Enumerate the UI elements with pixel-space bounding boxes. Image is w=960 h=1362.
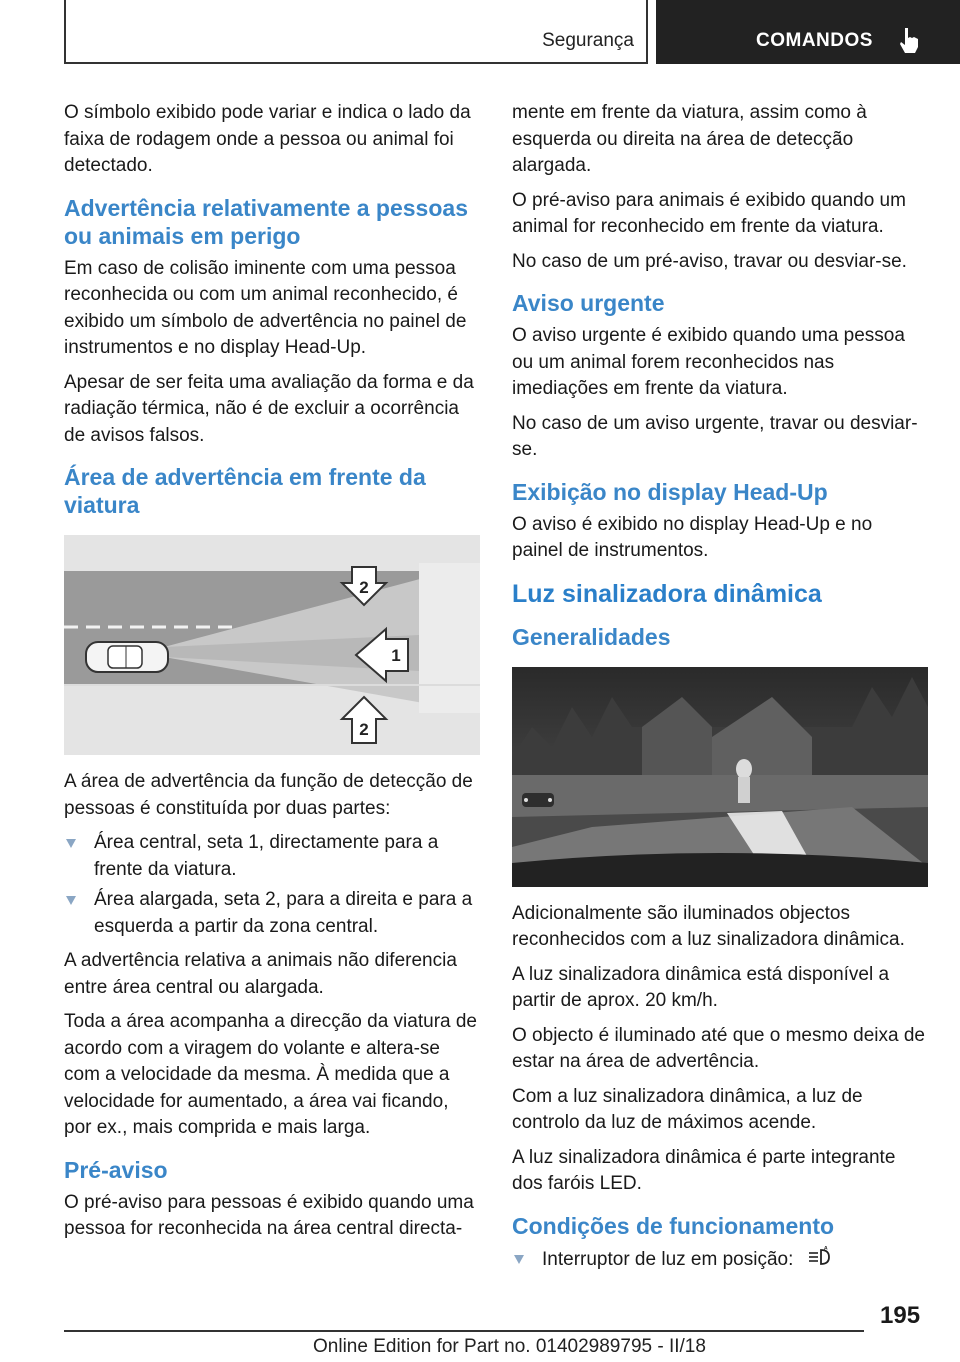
continued-paragraph: mente em frente da viatura, assim como à esquerda ou direita na área de detecção alargada. (512, 102, 867, 176)
bullet-triangle-icon (66, 896, 76, 905)
area-paragraph: A área de advertência da função de detecção de pessoas é constituída por duas partes: (64, 771, 473, 819)
warning-area-diagram (64, 535, 480, 755)
list-item: Área central, seta 1, directamente para a frente da viatura. (64, 830, 480, 883)
list-item: Área alargada, seta 2, para a direita e para a esquerda a partir da zona central. (64, 887, 480, 940)
light-paragraph-3: O objecto é iluminado até que o mesmo deixa de estar na área de advertência. (512, 1024, 925, 1072)
page-number: 195 (880, 1302, 921, 1329)
list-item: Interruptor de luz em posição: A (512, 1246, 928, 1274)
automatic-headlight-icon (807, 1246, 833, 1268)
warning-paragraph-1: Em caso de colisão iminente com uma pessoa reconhecida ou com um animal reconhecido, é exibido um símbolo de advertência no painel de instrumentos e no display Head-Up. (64, 257, 467, 358)
footer-divider (64, 1330, 864, 1332)
section-label: Segurança (542, 30, 634, 51)
conditions-bullet-list (512, 1246, 928, 1274)
chapter-tab (656, 0, 960, 64)
light-paragraph-4: Com a luz sinalizadora dinâmica, a luz de controlo da luz de máximos acende. (512, 1085, 863, 1133)
light-paragraph-2: A luz sinalizadora dinâmica está disponível a partir de aprox. 20 km/h. (512, 963, 890, 1011)
intro-paragraph: O símbolo exibido pode variar e indica o lado da faixa de rodagem onde a pessoa ou animal foi detectado. (64, 102, 471, 176)
figure-label-top: 2 (359, 578, 369, 597)
area-paragraph-3: Toda a área acompanha a direcção da viatura de acordo com a viragem do volante e altera-se com a velocidade da mesma. À medida que a velocidade for aumentado, a área vai ficando, por ex., mais comprida e mais larga. (64, 1011, 477, 1138)
left-column (64, 100, 480, 1251)
animals-paragraph: O pré-aviso para animais é exibido quando um animal for reconhecido em frente da viatura. (512, 189, 906, 237)
brake-paragraph: No caso de um pré-aviso, travar ou desviar-se. (512, 250, 907, 272)
night-scene-photo (512, 667, 928, 887)
pointing-hand-icon (896, 26, 922, 54)
prewarning-paragraph: O pré-aviso para pessoas é exibido quando uma pessoa for reconhecida na área central directa- (64, 1191, 474, 1239)
night-scene-illustration (512, 667, 928, 887)
warning-paragraph-2: Apesar de ser feita uma avaliação da forma e da radiação térmica, não é de excluir a ocorrência de avisos falsos. (64, 371, 474, 446)
bullet-triangle-icon (514, 1255, 524, 1264)
light-paragraph-1: Adicionalmente são iluminados objectos reconhecidos com a luz sinalizadora dinâmica. (512, 902, 905, 950)
heading-dynamic-light: Luz sinalizadora dinâmica (512, 579, 822, 608)
urgent-paragraph-2: No caso de um aviso urgente, travar ou desviar-se. (512, 412, 918, 460)
page-header (0, 0, 960, 66)
right-column (512, 100, 928, 1281)
figure-label-bottom: 2 (359, 720, 369, 739)
svg-text:A: A (823, 1245, 828, 1251)
bullet-triangle-icon (66, 839, 76, 848)
heading-warning: Advertência relativamente a pessoas ou animais em perigo (64, 194, 468, 249)
chapter-label: COMANDOS (756, 30, 873, 51)
area-paragraph-2: A advertência relativa a animais não diferencia entre área central ou alargada. (64, 950, 457, 998)
heading-prewarning: Pré-aviso (64, 1156, 168, 1183)
heading-general: Generalidades (512, 623, 671, 650)
car-icon (86, 642, 168, 672)
area-bullet-list (64, 830, 480, 940)
heading-conditions: Condições de funcionamento (512, 1212, 835, 1239)
section-header-box (64, 0, 648, 64)
edition-note: Online Edition for Part no. 01402989795 - II/18 (313, 1336, 706, 1357)
warning-area-figure (64, 535, 480, 755)
heading-urgent: Aviso urgente (512, 290, 665, 316)
heading-warning-area: Área de advertência em frente da viatura (64, 464, 426, 518)
heading-hud: Exibição no display Head-Up (512, 478, 828, 505)
urgent-paragraph: O aviso urgente é exibido quando uma pessoa ou um animal forem reconhecidos nas imediações em frente da viatura. (512, 325, 905, 399)
light-paragraph-5: A luz sinalizadora dinâmica é parte integrante dos faróis LED. (512, 1146, 896, 1194)
figure-label-center: 1 (391, 646, 401, 665)
hud-paragraph: O aviso é exibido no display Head-Up e no painel de instrumentos. (512, 513, 873, 561)
